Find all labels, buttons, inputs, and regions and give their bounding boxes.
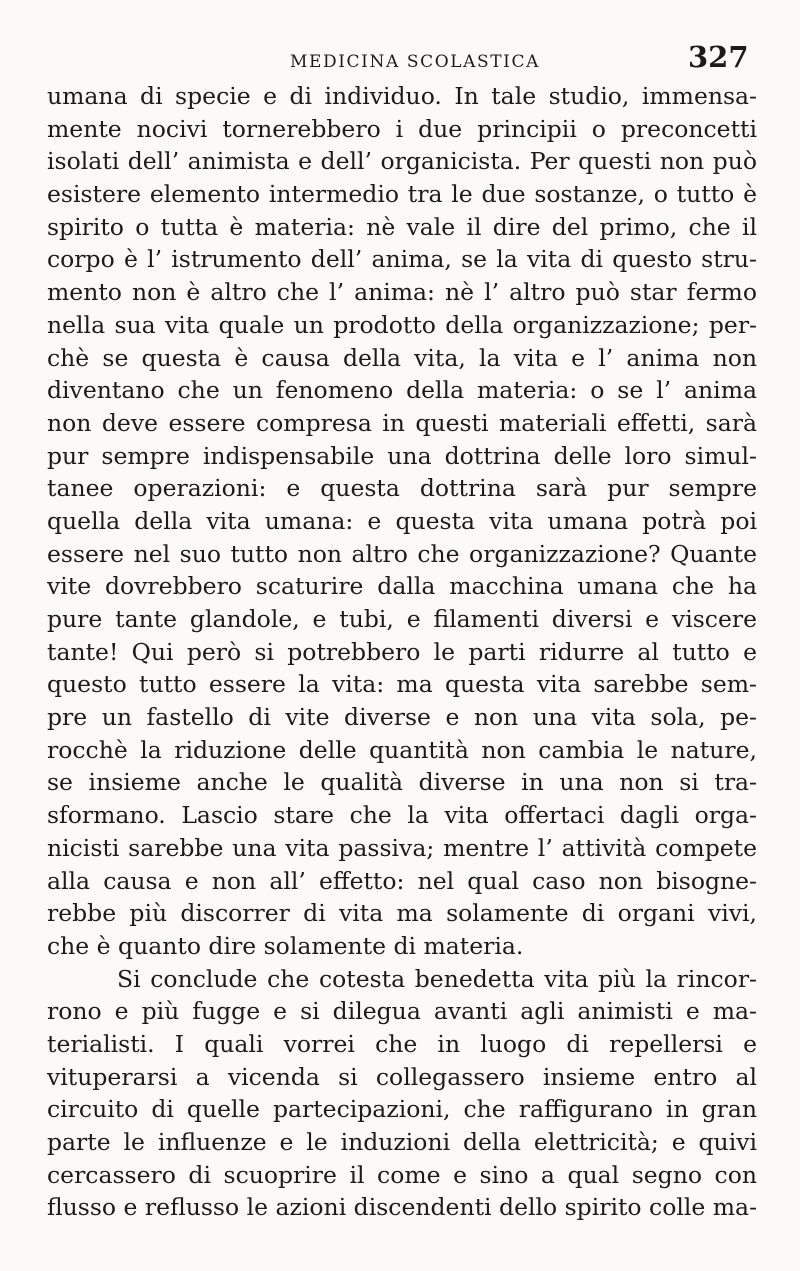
text-line: mente nocivi tornerebbero i due principii o preconcetti [47, 114, 757, 143]
text-line: chè se questa è causa della vita, la vita e l’ anima non [47, 343, 757, 372]
text-line: essere nel suo tutto non altro che organizzazione? Quante [47, 539, 757, 568]
text-line: parte le influenze e le induzioni della elettricità; e quivi [47, 1128, 757, 1156]
text-line: nella sua vita quale un prodotto della organizzazione; per- [47, 310, 757, 339]
running-title: MEDICINA SCOLASTICA [290, 52, 540, 72]
text-line: pur sempre indispensabile una dottrina delle loro simul- [47, 441, 757, 470]
text-line: terialisti. I quali vorrei che in luogo di repellersi e [47, 1029, 757, 1058]
text-line: esistere elemento intermedio tra le due sostanze, o tutto è [47, 180, 757, 209]
page-number: 327 [688, 40, 749, 74]
text-line: rono e più fugge e si dilegua avanti agli animisti e ma- [47, 997, 757, 1026]
text-line: circuito di quelle partecipazioni, che raffigurano in gran [47, 1095, 757, 1124]
text-line: flusso e reflusso le azioni discendenti dello spirito colle ma- [47, 1193, 758, 1222]
text-line: cercassero di scuoprire il come e sino a qual segno con [47, 1160, 757, 1189]
text-line: corpo è l’ istrumento dell’ anima, se la vita di questo stru- [47, 245, 757, 274]
text-line: isolati dell’ animista e dell’ organicista. Per questi non può [47, 147, 757, 176]
text-line: pre un fastello di vite diverse e non una vita sola, pe- [47, 703, 757, 732]
text-line: sformano. Lascio stare che la vita offertaci dagli orga- [47, 801, 757, 830]
running-head [0, 40, 800, 76]
text-line: diventano che un fenomeno della materia: o se l’ anima [47, 376, 757, 405]
text-line: se insieme anche le qualità diverse in una non si tra- [47, 768, 757, 797]
text-line: quella della vita umana: e questa vita umana potrà poi [47, 506, 757, 535]
paragraph-start-line: Si conclude che cotesta benedetta vita più la rincor- [117, 964, 757, 993]
text-line: nicisti sarebbe una vita passiva; mentre l’ attività compete [47, 833, 757, 862]
text-line: pure tante glandole, e tubi, e filamenti diversi e viscere [47, 605, 757, 633]
text-line: rebbe più discorrer di vita ma solamente di organi vivi, [47, 899, 757, 928]
body-text [47, 80, 757, 1224]
text-line: vituperarsi a vicenda si collegassero insieme entro al [47, 1062, 757, 1091]
text-line: tanee operazioni: e questa dottrina sarà pur sempre [47, 474, 757, 503]
text-line: non deve essere compresa in questi materiali effetti, sarà [47, 408, 757, 437]
paragraph-end-line: che è quanto dire solamente di materia. [47, 931, 524, 960]
text-line: rocchè la riduzione delle quantità non cambia le nature, [47, 735, 757, 764]
text-line: umana di specie e di individuo. In tale studio, immensa- [47, 82, 757, 110]
text-line: spirito o tutta è materia: nè vale il dire del primo, che il [47, 212, 757, 241]
text-line: vite dovrebbero scaturire dalla macchina umana che ha [47, 572, 757, 601]
text-line: alla causa e non all’ effetto: nel qual caso non bisogne- [47, 866, 757, 895]
text-line: mento non è altro che l’ anima: nè l’ altro può star fermo [47, 278, 757, 307]
text-line: tante! Qui però si potrebbero le parti ridurre al tutto e [47, 637, 757, 666]
text-line: questo tutto essere la vita: ma questa vita sarebbe sem- [47, 670, 757, 699]
